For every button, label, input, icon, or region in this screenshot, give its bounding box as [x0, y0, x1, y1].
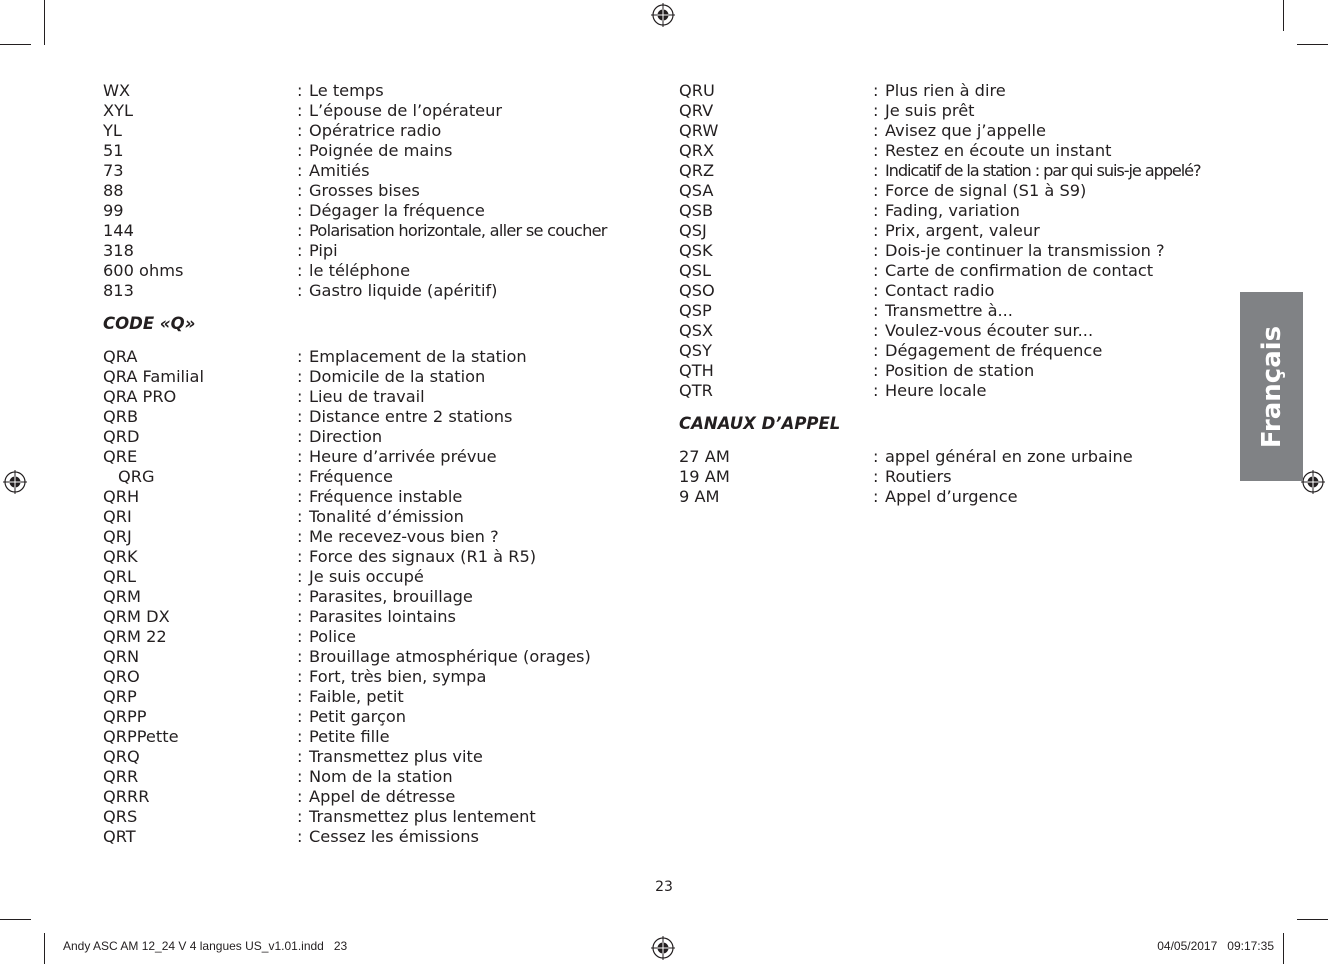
- list-item: QRN : Brouillage atmosphérique (orages): [103, 647, 591, 666]
- code: QRL: [103, 567, 137, 586]
- code: QRZ: [679, 161, 715, 180]
- definition: Gastro liquide (apéritif): [309, 281, 498, 300]
- code: QSX: [679, 321, 714, 340]
- code: 318: [103, 241, 134, 260]
- definition: Faible, petit: [309, 687, 404, 706]
- code: QSO: [679, 281, 715, 300]
- list-item: QSP : Transmettre à...: [679, 301, 1013, 320]
- definition: Transmettez plus vite: [309, 747, 483, 766]
- definition: Heure d’arrivée prévue: [309, 447, 497, 466]
- list-item: QRO : Fort, très bien, sympa: [103, 667, 487, 686]
- crop-mark: [1283, 933, 1284, 964]
- code: QTH: [679, 361, 714, 380]
- code: QSP: [679, 301, 712, 320]
- list-item: 88 : Grosses bises: [103, 181, 420, 200]
- registration-mark-icon: [651, 3, 675, 27]
- list-item: QRU : Plus rien à dire: [679, 81, 1006, 100]
- code: XYL: [103, 101, 133, 120]
- code: QSL: [679, 261, 712, 280]
- list-item: QRM 22 : Police: [103, 627, 356, 646]
- code: QRP: [103, 687, 137, 706]
- list-item: 99 : Dégager la fréquence: [103, 201, 485, 220]
- code: 99: [103, 201, 124, 220]
- code: QRB: [103, 407, 139, 426]
- code: 9 AM: [679, 487, 720, 506]
- code: QSA: [679, 181, 714, 200]
- code: QRT: [103, 827, 136, 846]
- definition: Position de station: [885, 361, 1035, 380]
- list-item: QRH : Fréquence instable: [103, 487, 463, 506]
- definition: Pipi: [309, 241, 338, 260]
- crop-mark: [44, 0, 45, 45]
- list-item: QSK : Dois-je continuer la transmission ?: [679, 241, 1165, 260]
- list-item: 144 : Polarisation horizontale, aller se coucher: [103, 221, 607, 240]
- list-item: QSO : Contact radio: [679, 281, 995, 300]
- list-item: QRPPette : Petite fille: [103, 727, 390, 746]
- crop-mark: [1297, 44, 1328, 45]
- definition: appel général en zone urbaine: [885, 447, 1133, 466]
- list-item: QRK : Force des signaux (R1 à R5): [103, 547, 537, 566]
- code: QRR: [103, 767, 139, 786]
- crop-mark: [0, 919, 31, 920]
- list-item: QRJ : Me recevez-vous bien ?: [103, 527, 499, 546]
- list-item: QRI : Tonalité d’émission: [103, 507, 464, 526]
- definition: Indicatif de la station : par qui suis-je appelé?: [885, 161, 1201, 180]
- list-item: QSY : Dégagement de fréquence: [679, 341, 1103, 360]
- list-item: 73 : Amitiés: [103, 161, 370, 180]
- left-column: [103, 81, 643, 847]
- list-item: QRT : Cessez les émissions: [103, 827, 479, 846]
- definition: Domicile de la station: [309, 367, 486, 386]
- code: QRA: [103, 347, 138, 366]
- list-item: QRG : Fréquence: [118, 467, 394, 486]
- definition: Restez en écoute un instant: [885, 141, 1112, 160]
- code: QRS: [103, 807, 138, 826]
- definition: Contact radio: [885, 281, 995, 300]
- definition: Distance entre 2 stations: [309, 407, 513, 426]
- code: QRPPette: [103, 727, 179, 746]
- code: QRK: [103, 547, 138, 566]
- definition: Avisez que j’appelle: [885, 121, 1046, 140]
- code: QRO: [103, 667, 140, 686]
- code: 144: [103, 221, 134, 240]
- crop-mark: [1283, 0, 1284, 31]
- definition: Petit garçon: [309, 707, 407, 726]
- code: QRM 22: [103, 627, 167, 646]
- code: QRI: [103, 507, 132, 526]
- language-tab: [1240, 292, 1303, 481]
- code: 600 ohms: [103, 261, 184, 280]
- list-item: 19 AM : Routiers: [679, 467, 952, 486]
- code: YL: [103, 121, 122, 140]
- list-item: 813 : Gastro liquide (apéritif): [103, 281, 498, 300]
- definition: le téléphone: [309, 261, 411, 280]
- code: QSY: [679, 341, 712, 360]
- list-item: QRQ : Transmettez plus vite: [103, 747, 483, 766]
- list-item: QRM : Parasites, brouillage: [103, 587, 473, 606]
- code: QRA PRO: [103, 387, 177, 406]
- definition: Transmettez plus lentement: [309, 807, 536, 826]
- definition: Poignée de mains: [309, 141, 453, 160]
- definition: Petite fille: [309, 727, 390, 746]
- definition: Nom de la station: [309, 767, 453, 786]
- definition: Grosses bises: [309, 181, 420, 200]
- list-item: QSJ : Prix, argent, valeur: [679, 221, 1040, 240]
- list-item: QRB : Distance entre 2 stations: [103, 407, 513, 426]
- list-item: QSA : Force de signal (S1 à S9): [679, 181, 1087, 200]
- code: QRG: [118, 467, 155, 486]
- list-item: YL : Opératrice radio: [103, 121, 442, 140]
- definition: Appel de détresse: [309, 787, 456, 806]
- definition: Le temps: [309, 81, 384, 100]
- code: 73: [103, 161, 124, 180]
- list-item: 600 ohms : le téléphone: [103, 261, 411, 280]
- code: QSJ: [679, 221, 707, 240]
- registration-mark-icon: [1301, 470, 1325, 494]
- definition: Voulez-vous écouter sur...: [885, 321, 1094, 340]
- definition: Emplacement de la station: [309, 347, 527, 366]
- definition: Force des signaux (R1 à R5): [309, 547, 537, 566]
- list-item: QRA Familial : Domicile de la station: [103, 367, 486, 386]
- code: QRH: [103, 487, 140, 506]
- list-item: QRW : Avisez que j’appelle: [679, 121, 1046, 140]
- definition: Dégagement de fréquence: [885, 341, 1103, 360]
- definition: Carte de confirmation de contact: [885, 261, 1154, 280]
- list-item: QRPP : Petit garçon: [103, 707, 407, 726]
- definition: Plus rien à dire: [885, 81, 1006, 100]
- code: QRX: [679, 141, 715, 160]
- code: QTR: [679, 381, 713, 400]
- list-item: QRP : Faible, petit: [103, 687, 404, 706]
- code: QRV: [679, 101, 714, 120]
- code: 19 AM: [679, 467, 730, 486]
- definition: L’épouse de l’opérateur: [309, 101, 503, 120]
- code: 27 AM: [679, 447, 730, 466]
- definition: Dégager la fréquence: [309, 201, 485, 220]
- code: QSB: [679, 201, 714, 220]
- list-item: QRD : Direction: [103, 427, 383, 446]
- definition: Prix, argent, valeur: [885, 221, 1040, 240]
- definition: Dois-je continuer la transmission ?: [885, 241, 1165, 260]
- definition: Opératrice radio: [309, 121, 442, 140]
- list-item: 318 : Pipi: [103, 241, 338, 260]
- list-item: QRS : Transmettez plus lentement: [103, 807, 536, 826]
- list-item: QTR : Heure locale: [679, 381, 987, 400]
- code: QRM: [103, 587, 141, 606]
- code: QRM DX: [103, 607, 170, 626]
- registration-mark-icon: [3, 470, 27, 494]
- definition: Je suis occupé: [309, 567, 424, 586]
- definition: Heure locale: [885, 381, 987, 400]
- list-item: QRA PRO : Lieu de travail: [103, 387, 425, 406]
- slug-filename: Andy ASC AM 12_24 V 4 langues US_v1.01.indd 23: [63, 939, 348, 953]
- registration-mark-icon: [651, 936, 675, 960]
- code: QRJ: [103, 527, 132, 546]
- definition: Transmettre à...: [885, 301, 1013, 320]
- code: 88: [103, 181, 124, 200]
- definition: Fréquence: [309, 467, 394, 486]
- list-item: QRR : Nom de la station: [103, 767, 453, 786]
- list-item: XYL : L’épouse de l’opérateur: [103, 101, 503, 120]
- crop-mark: [1297, 919, 1328, 920]
- definition: Polarisation horizontale, aller se coucher: [309, 221, 607, 240]
- list-item: QRA : Emplacement de la station: [103, 347, 527, 366]
- list-item: QRV : Je suis prêt: [679, 101, 975, 120]
- list-item: QRE : Heure d’arrivée prévue: [103, 447, 497, 466]
- list-item: QSL : Carte de confirmation de contact: [679, 261, 1154, 280]
- list-item: 27 AM : appel général en zone urbaine: [679, 447, 1133, 466]
- list-item: QSB : Fading, variation: [679, 201, 1020, 220]
- definition: Force de signal (S1 à S9): [885, 181, 1087, 200]
- definition: Police: [309, 627, 356, 646]
- language-tab-label: Français: [1256, 325, 1287, 448]
- code: QRN: [103, 647, 140, 666]
- definition: Me recevez-vous bien ?: [309, 527, 499, 546]
- page-number: 23: [655, 879, 673, 895]
- definition: Tonalité d’émission: [309, 507, 464, 526]
- definition: Appel d’urgence: [885, 487, 1018, 506]
- definition: Parasites, brouillage: [309, 587, 473, 606]
- list-item: 51 : Poignée de mains: [103, 141, 453, 160]
- code: QRD: [103, 427, 140, 446]
- definition: Je suis prêt: [885, 101, 975, 120]
- list-item: 9 AM : Appel d’urgence: [679, 487, 1018, 506]
- right-column: [679, 81, 1239, 507]
- crop-mark: [44, 933, 45, 964]
- section-heading-q-code: CODE «Q»: [103, 314, 196, 333]
- code: QRQ: [103, 747, 140, 766]
- code: 813: [103, 281, 134, 300]
- section-heading-calling-channels: CANAUX D’APPEL: [679, 414, 841, 433]
- code: QRW: [679, 121, 719, 140]
- definition: Direction: [309, 427, 383, 446]
- list-item: QRZ : Indicatif de la station : par qui suis-je appelé?: [679, 161, 1201, 180]
- code: QRPP: [103, 707, 147, 726]
- code: QRRR: [103, 787, 150, 806]
- code: WX: [103, 81, 131, 100]
- list-item: QRL : Je suis occupé: [103, 567, 424, 586]
- definition: Routiers: [885, 467, 952, 486]
- crop-mark: [0, 44, 31, 45]
- definition: Fading, variation: [885, 201, 1020, 220]
- code: QRU: [679, 81, 715, 100]
- list-item: QTH : Position de station: [679, 361, 1035, 380]
- definition: Parasites lointains: [309, 607, 456, 626]
- definition: Fort, très bien, sympa: [309, 667, 487, 686]
- definition: Brouillage atmosphérique (orages): [309, 647, 591, 666]
- list-item: QRRR : Appel de détresse: [103, 787, 456, 806]
- definition: Fréquence instable: [309, 487, 463, 506]
- code: QRE: [103, 447, 138, 466]
- code: 51: [103, 141, 124, 160]
- slug-datetime: 04/05/2017 09:17:35: [1157, 939, 1274, 953]
- list-item: QRX : Restez en écoute un instant: [679, 141, 1112, 160]
- list-item: QRM DX : Parasites lointains: [103, 607, 456, 626]
- definition: Amitiés: [309, 161, 370, 180]
- definition: Cessez les émissions: [309, 827, 479, 846]
- definition: Lieu de travail: [309, 387, 425, 406]
- code: QRA Familial: [103, 367, 204, 386]
- code: QSK: [679, 241, 713, 260]
- list-item: QSX : Voulez-vous écouter sur...: [679, 321, 1094, 340]
- list-item: WX : Le temps: [103, 81, 384, 100]
